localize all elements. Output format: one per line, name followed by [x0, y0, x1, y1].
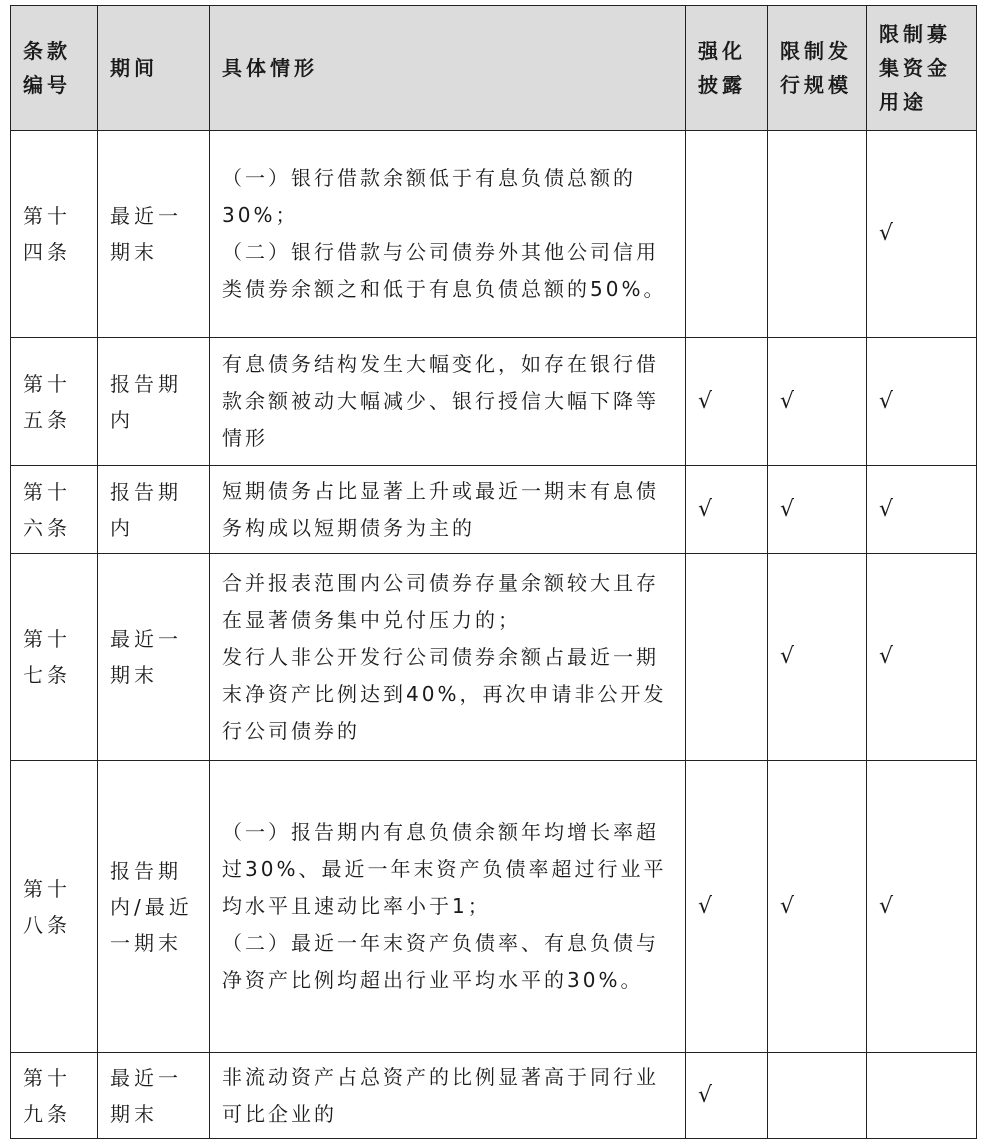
- header-limit-scale: 限制发行规模: [768, 6, 867, 131]
- situation-text: 短期债务占比显著上升或最近一期末有息债务构成以短期债务为主的: [222, 478, 659, 540]
- bond-restriction-table: [10, 5, 977, 1139]
- limit-scale-cell: √: [768, 554, 867, 761]
- situation-cell: [210, 131, 686, 338]
- period-cell: 报告期内: [98, 338, 210, 466]
- header-clause: 条款编号: [11, 6, 98, 131]
- table-row: [11, 761, 977, 1053]
- situation-text: （二）最近一年末资产负债率、有息负债与净资产比例均超出行业平均水平的30%。: [222, 931, 659, 992]
- situation-text: 非流动资产占总资产的比例显著高于同行业可比企业的: [222, 1064, 659, 1126]
- clause-cell: 第十六条: [11, 466, 98, 554]
- situation-cell: [210, 554, 686, 761]
- limit-use-cell: √: [867, 131, 977, 338]
- limit-use-cell: [867, 1053, 977, 1139]
- situation-text: 发行人非公开发行公司债券余额占最近一期末净资产比例达到40%，再次申请非公开发行公司债券的: [222, 644, 667, 743]
- situation-text: （一）报告期内有息负债余额年均增长率超过30%、最近一年末资产负债率超过行业平均水平且速动比率小于1；: [222, 820, 667, 918]
- limit-use-cell: √: [867, 466, 977, 554]
- period-cell: 最近一期末: [98, 554, 210, 761]
- disclosure-cell: [686, 131, 768, 338]
- limit-use-cell: √: [867, 338, 977, 466]
- header-row: [11, 6, 977, 131]
- document-page: [10, 5, 977, 1139]
- limit-scale-cell: √: [768, 466, 867, 554]
- situation-cell: [210, 466, 686, 554]
- table-row: [11, 338, 977, 466]
- limit-scale-cell: √: [768, 761, 867, 1053]
- period-cell: 最近一期末: [98, 1053, 210, 1139]
- period-cell: 报告期内/最近一期末: [98, 761, 210, 1053]
- header-limit-use: 限制募集资金用途: [867, 6, 977, 131]
- table-row: [11, 131, 977, 338]
- header-disclosure: 强化披露: [686, 6, 768, 131]
- header-situation: 具体情形: [210, 6, 686, 131]
- situation-text: （一）银行借款余额低于有息负债总额的30%；: [222, 166, 636, 227]
- table-row: [11, 554, 977, 761]
- period-cell: 最近一期末: [98, 131, 210, 338]
- disclosure-cell: √: [686, 1053, 768, 1139]
- clause-cell: 第十九条: [11, 1053, 98, 1139]
- situation-cell: [210, 338, 686, 466]
- situation-text: 有息债务结构发生大幅变化，如存在银行借款余额被动大幅减少、银行授信大幅下降等情形: [222, 352, 659, 450]
- clause-cell: 第十五条: [11, 338, 98, 466]
- situation-text: （二）银行借款与公司债券外其他公司信用类债券余额之和低于有息负债总额的50%。: [222, 240, 667, 301]
- limit-scale-cell: [768, 131, 867, 338]
- limit-scale-cell: √: [768, 338, 867, 466]
- disclosure-cell: √: [686, 338, 768, 466]
- situation-cell: [210, 1053, 686, 1139]
- period-cell: 报告期内: [98, 466, 210, 554]
- clause-cell: 第十七条: [11, 554, 98, 761]
- table-row: [11, 1053, 977, 1139]
- disclosure-cell: √: [686, 466, 768, 554]
- disclosure-cell: √: [686, 761, 768, 1053]
- limit-scale-cell: [768, 1053, 867, 1139]
- limit-use-cell: √: [867, 554, 977, 761]
- table-row: [11, 466, 977, 554]
- clause-cell: 第十四条: [11, 131, 98, 338]
- situation-cell: [210, 761, 686, 1053]
- clause-cell: 第十八条: [11, 761, 98, 1053]
- disclosure-cell: [686, 554, 768, 761]
- situation-text: 合并报表范围内公司债券存量余额较大且存在显著债务集中兑付压力的；: [222, 570, 659, 632]
- header-period: 期间: [98, 6, 210, 131]
- limit-use-cell: √: [867, 761, 977, 1053]
